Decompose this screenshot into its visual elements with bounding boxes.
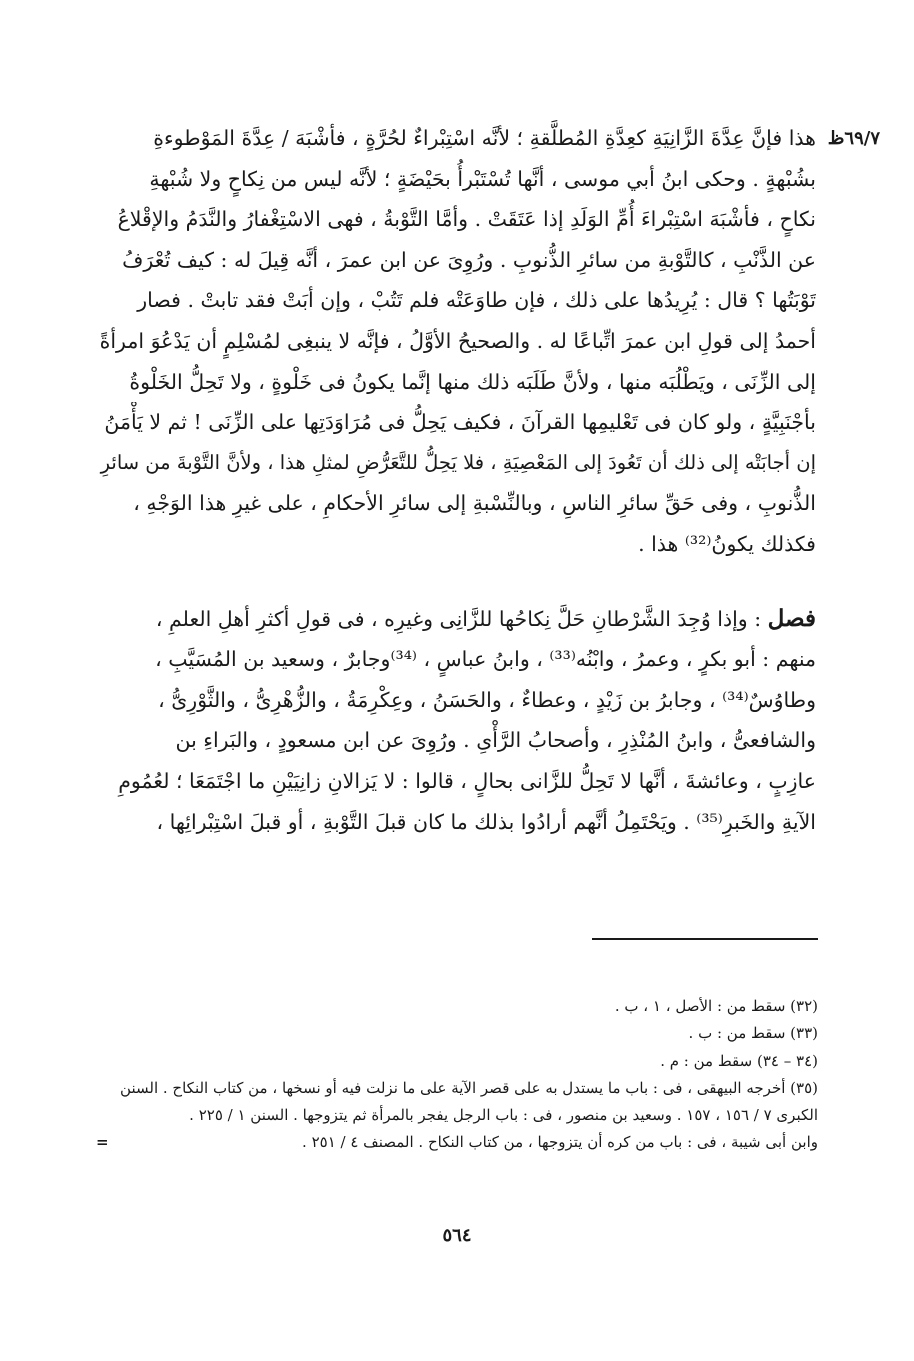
- text-line: فكذلك يكونُ⁽³²⁾ هذا .: [638, 531, 816, 556]
- text-line: نكاحٍ ، فأشْبَهَ اسْتِبْراءَ أُمِّ الوَلَدِ إذا عَتَقَتْ . وأمَّا التَّوْبةُ ، فهى الاسْتِغْفارُ والنَّدَمُ والإقْلاعُ: [117, 207, 816, 232]
- text-line: إن أجابَتْه إلى ذلك أن تَعُودَ إلى المَعْصِيَةِ ، فلا يَحِلُّ للتَّعَرُّضِ لمثلِ هذا ، ولأنَّ التَّوْبةَ من سائرِ: [100, 450, 816, 474]
- page-number: ٥٦٤: [442, 1225, 472, 1246]
- continued-mark: =: [96, 1133, 109, 1152]
- footnote: (٣٥) أخرجه البيهقى ، فى : باب ما يستدل به على قصر الآية على ما نزلت فيه أو نسخها ، من كتاب النكاح . السنن: [120, 1078, 818, 1097]
- text-line: وطاوُسٌ⁽³⁴⁾ ، وجابرُ بن زَيْدٍ ، وعطاءٌ ، والحَسَنُ ، وعِكْرِمَةُ ، والزُّهْرِىُّ ، والثَّوْرِىُّ ،: [158, 687, 816, 712]
- footnote: (٣٣) سقط من : ب .: [688, 1024, 818, 1043]
- text-line: والشافعىُّ ، وابنُ المُنْذِرِ ، وأصحابُ الرَّأْىِ . ورُوِىَ عن ابن مسعودٍ ، والبَراءِ بن: [175, 728, 816, 753]
- text-line: الآيةِ والخَبرِ⁽³⁵⁾ . ويَحْتَمِلُ أنَّهم أرادُوا بذلك ما كان قبلَ التَّوْبةِ ، أو قبلَ اسْتِبْرائِها ،: [156, 809, 816, 834]
- text-line: الذُّنوبِ ، وفى حَقِّ سائرِ الناسِ ، وبالنِّسْبةِ إلى سائرِ الأحكامِ ، على غيرِ هذا الوَجْهِ ،: [133, 491, 816, 516]
- section-first-line-text: : وإذا وُجِدَ الشَّرْطانِ حَلَّ نِكاحُها للزَّانِى وغيرِه ، فى قولِ أكثرِ أهلِ العلمِ ،: [155, 606, 762, 631]
- section-first-line: [86, 599, 816, 640]
- text-line: أحمدُ إلى قولِ ابن عمرَ اتِّباعًا له . والصحيحُ الأوَّلُ ، فإنَّه لا ينبغِى لمُسْلِمٍ أن يَدْعُوَ امرأةً: [99, 328, 816, 353]
- main-text: [86, 118, 816, 842]
- text-line: منهم : أبو بكرٍ ، وعمرُ ، وابْنُه⁽³³⁾ ، وابنُ عباسٍ ، ⁽³⁴⁾وجابرٌ ، وسعيد بن المُسَيَّبِ ،: [155, 647, 816, 672]
- text-line: تَوْبَتُها ؟ قال : يُرِيدُها على ذلك ، فإن طاوَعَتْه فلم تَتُبْ ، وإن أبَتْ فقد تابتْ . فصار: [137, 288, 816, 313]
- text-line: عازِبٍ ، وعائشةَ ، أنَّها لا تَحِلُّ للزَّانى بحالٍ ، قالوا : لا يَزالانِ زانِيَيْنِ ما اجْتَمَعَا ؛ لعُمُومِ: [118, 768, 816, 793]
- text-line: عن الذَّنْبِ ، كالتَّوْبةِ من سائرِ الذُّنوبِ . ورُوِىَ عن ابن عمرَ ، أنَّه قِيلَ له : كيف تُعْرَفُ: [122, 247, 816, 272]
- manuscript-folio-reference: ٦٩/٧ظ: [827, 128, 880, 149]
- footnote-last-line: [96, 1129, 818, 1156]
- text-line: بأجْنَبِيَّةٍ ، ولو كان فى تَعْليمِها القرآنَ ، فكيف يَحِلُّ فى مُرَاوَدَتِها على الزِّنَى ! ثم لا يَأْمَنُ: [104, 410, 816, 435]
- footnotes: [96, 993, 818, 1157]
- text-line: هذا فإنَّ عِدَّةَ الزَّانِيَةِ كعِدَّةِ المُطلَّقةِ ؛ لأنَّه اسْتِبْراءٌ لحُرَّةٍ ، فأشْبَهَ / عِدَّةَ المَوْطوءةِ: [153, 126, 816, 150]
- footnote: (٣٢) سقط من : الأصل ، ١ ، ب .: [614, 997, 818, 1015]
- paragraph-gap: [86, 565, 816, 599]
- section-label: فصل: [767, 604, 816, 632]
- text-line: إلى الزِّنَى ، ويَطْلُبَه منها ، ولأنَّ طَلَبَه ذلك منها إنَّما يكونُ فى خَلْوةٍ ، ولا تَحِلُّ الخَلْوةُ: [129, 369, 816, 394]
- footnote: (٣٤ – ٣٤) سقط من : م .: [660, 1051, 818, 1070]
- footnote-continuation: الكبرى ٧ / ١٥٦ ، ١٥٧ . وسعيد بن منصور ، فى : باب الرجل يفجر بالمرأة ثم يتزوجها . السنن ١ / ٢٢٥ .: [189, 1106, 818, 1125]
- footnote-divider: [592, 938, 818, 940]
- text-line: بشُبْهةٍ . وحكى ابنُ أبي موسى ، أنَّها تُسْتَبْرأُ بحَيْضَةٍ ؛ لأنَّه ليس من نِكاحٍ ولا شُبْهةِ: [149, 166, 816, 191]
- footnote-continuation: وابن أبى شيبة ، فى : باب من كره أن يتزوجها ، من كتاب النكاح . المصنف ٤ / ٢٥١ .: [302, 1133, 818, 1152]
